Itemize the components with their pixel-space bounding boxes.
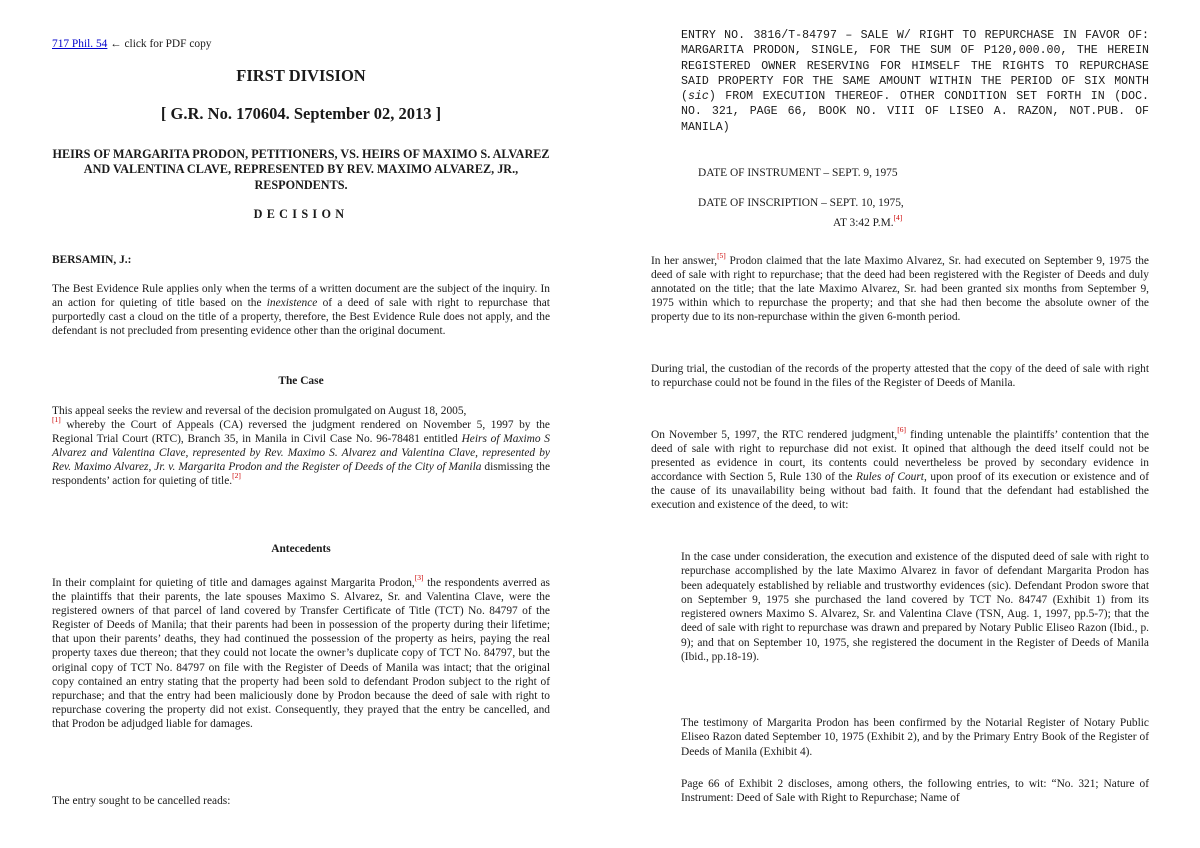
rtc-quote-2: The testimony of Margarita Prodon has been confirmed by the Notarial Register of Notary Public Eliseo Razon dated September 10, 1975 (Exhibit 2), and by the Primary Entry Book of the Register of Deeds of Manila (Exhibit 4).: [681, 717, 1149, 758]
footnote-link-5[interactable]: [5]: [717, 251, 726, 260]
left-column: [52, 0, 550, 848]
pdf-copy-link[interactable]: 717 Phil. 54: [52, 38, 108, 50]
footnote-link-4[interactable]: [4]: [893, 213, 903, 222]
inscription-time: AT 3:42 P.M.[4]: [833, 213, 903, 229]
division-heading: FIRST DIVISION: [236, 66, 366, 85]
antecedents-heading: Antecedents: [271, 543, 331, 555]
footnote-link-1[interactable]: [1]: [52, 415, 61, 425]
gr-number-heading: [ G.R. No. 170604. September 02, 2013 ]: [160, 104, 442, 123]
entry-intro-paragraph: The entry sought to be cancelled reads:: [52, 795, 231, 807]
the-case-paragraph: This appeal seeks the review and reversal of the decision promulgated on August 18, 2005, [1] whereby the Court of Appeals (CA) reversed the judgment rendered on November 5, 1997 by the Regional Trial Court (RTC), Branch 35, in Manila in Civil Case No. 96-78481 entitled Heirs of Maximo S Alvarez and Valentina Clave, represented by Rev. Maximo S. Alvarez and Valentina Clave, represented by Rev. Maximo Alvarez, Jr. v. Margarita Prodon and the Register of Deeds of the City of Manila dismissing the respondents’ action for quieting of title.[2]: [52, 405, 551, 488]
the-case-heading: The Case: [278, 375, 324, 387]
date-of-instrument: DATE OF INSTRUMENT – SEPT. 9, 1975: [698, 167, 898, 179]
parties-heading: HEIRS OF MARGARITA PRODON, PETITIONERS, VS. HEIRS OF MAXIMO S. ALVAREZ AND VALENTINA CLAVE, REPRESENTED BY REV. MAXIMO ALVAREZ, JR., RESPONDENTS.: [52, 147, 550, 192]
right-column: [651, 0, 1149, 848]
rtc-quote-3: Page 66 of Exhibit 2 discloses, among others, the following entries, to wit: “No. 321; Nature of Instrument: Deed of Sale with Right to Repurchase; Name of: [681, 778, 1149, 805]
citation-note: ← click for PDF copy: [110, 38, 212, 50]
footnote-link-2[interactable]: [2]: [232, 471, 241, 481]
intro-paragraph: The Best Evidence Rule applies only when the terms of a written document are the subject of the inquiry. In an action for quieting of title based on the inexistence of a deed of sale with right to repurchase that purportedly cast a cloud on the title of a property, therefore, the Best Evidence Rule does not apply, and the defendant is not precluded from presenting evidence other than the original document.: [52, 283, 550, 338]
date-of-inscription: DATE OF INSCRIPTION – SEPT. 10, 1975,: [698, 197, 904, 209]
citation-line: [52, 38, 212, 50]
antecedents-paragraph: In their complaint for quieting of title and damages against Margarita Prodon,[3] the respondents averred as the plaintiffs that their parents, the late spouses Maximo S. Alvarez, Sr. and Valentina Clave, were the registered owners of that parcel of land covered by Transfer Certificate of Title (TCT) No. 84797 of the Register of Deeds of Manila; that their parents had been in possession of the property during their lifetime; that upon their parents’ deaths, they had continued the possession of the property as heirs, paying the real property taxes due thereon; that they could not locate the owner’s duplicate copy of TCT No. 84797, but the original copy of TCT No. 84797 on file with the Register of Deeds of Manila was intact; that the original copy contained an entry stating that the property had been sold to defendant Prodon subject to the right of repurchase; and that the entry had been maliciously done by Prodon because the deed of sale with right to repurchase covering the property did not exist. Consequently, they prayed that the entry be cancelled, and that Prodon be adjudged liable for damages.: [52, 573, 550, 730]
decision-title: DECISION: [253, 207, 349, 221]
trial-paragraph: During trial, the custodian of the records of the property attested that the copy of the deed of sale with right to repurchase could not be found in the files of the Register of Deeds of Manila.: [651, 363, 1149, 390]
answer-paragraph: In her answer,[5] Prodon claimed that the late Maximo Alvarez, Sr. had executed on September 9, 1975 the deed of sale with right to repurchase; that the deed had been registered with the Register of Deeds and duly annotated on the title; that the late Maximo Alvarez, Sr. had been granted six months from September 9, 1975 within which to repurchase the property; and that she had then become the absolute owner of the property due to its non-repurchase within the given 6-month period.: [651, 251, 1149, 324]
ponente: BERSAMIN, J.:: [52, 254, 132, 266]
rtc-quote-1: In the case under consideration, the execution and existence of the disputed deed of sale with right to repurchase accomplished by the late Maximo Alvarez in favor of defendant Margarita Prodon has been adequately established by reliable and trustworthy evidences (sic). Defendant Prodon swore that on September 9, 1975 she purchased the land covered by TCT No. 84747 (Exhibit 1) from its registered owners Maximo S. Alvarez, Sr. and Valentina Clave (TSN, Aug. 1, 1997, pp.5-7); that the deed of sale with right to repurchase was drawn and prepared by Notary Public Eliseo Razon (Ibid., p. 9); and that on September 10, 1975, she registered the document in the Register of Deeds of Manila (Ibid., pp.18-19).: [681, 551, 1149, 664]
footnote-link-3[interactable]: [3]: [414, 573, 424, 582]
rtc-judgment-paragraph: On November 5, 1997, the RTC rendered judgment,[6] finding untenable the plaintiffs’ contention that the deed of sale with right to repurchase did not exist. It opined that although the deed itself could not be presented as evidence in court, its contents could nevertheless be proved by secondary evidence in accordance with Section 5, Rule 130 of the Rules of Court, upon proof of its execution or existence and of the cause of its unavailability being without bad faith. It found that the defendant had established the execution and existence of the deed, to wit:: [651, 425, 1149, 512]
footnote-link-6[interactable]: [6]: [897, 425, 906, 434]
title-entry-block: ENTRY NO. 3816/T-84797 – SALE W/ RIGHT TO REPURCHASE IN FAVOR OF: MARGARITA PRODON, SINGLE, FOR THE SUM OF P120,000.00, THE HEREIN REGISTERED OWNER RESERVING FOR HIMSELF THE RIGHTS TO REPURCHASE SAID PROPERTY FOR THE SAME AMOUNT WITHIN THE PERIOD OF SIX MONTH (sic) FROM EXECUTION THEREOF. OTHER CONDITION SET FORTH IN (DOC. NO. 321, PAGE 66, BOOK NO. VIII OF LISEO A. RAZON, NOT.PUB. OF MANILA): [681, 29, 1149, 134]
